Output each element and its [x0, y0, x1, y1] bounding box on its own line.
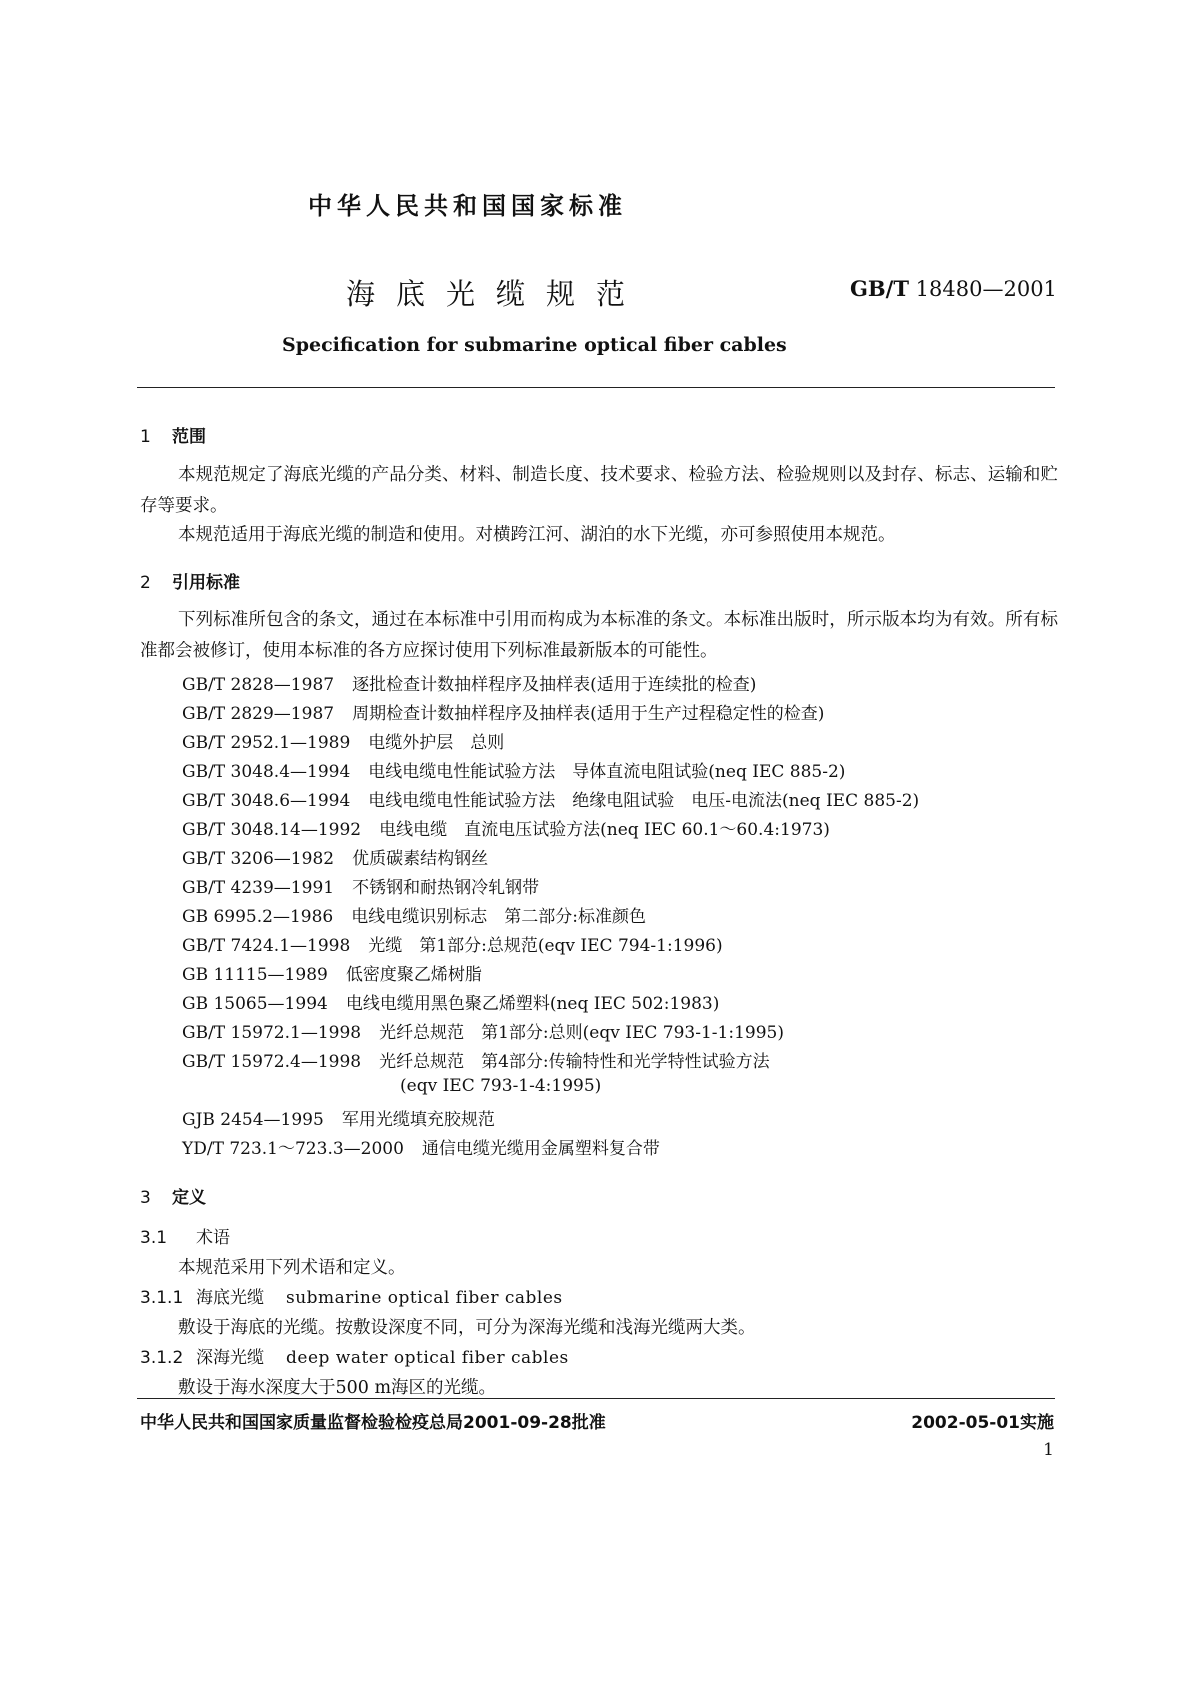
reference-item: GB/T 15972.1—1998 光纤总规范 第1部分:总则(eqv IEC 793-1-1:1995) — [182, 1023, 784, 1043]
implementation-date: 2002-05-01实施 — [911, 1413, 1054, 1433]
national-standard-heading: 中华人民共和国国家标准 — [308, 192, 627, 220]
section-title: 范围 — [172, 427, 206, 447]
subsection-3-1-2-heading: 3.1.2 深海光缆 deep water optical fiber cables — [140, 1348, 569, 1368]
standard-number — [850, 276, 1057, 301]
section-number: 1 — [140, 427, 151, 447]
section-2-heading — [140, 568, 240, 593]
section-number: 3 — [140, 1188, 151, 1208]
reference-item: GB/T 3048.6—1994 电线电缆电性能试验方法 绝缘电阻试验 电压-电流法(neq IEC 885-2) — [182, 791, 920, 811]
page-number: 1 — [1043, 1440, 1054, 1460]
reference-item: GB/T 3206—1982 优质碳素结构钢丝 — [182, 849, 489, 869]
subsection-3-1-2-text: 敷设于海水深度大于500 m海区的光缆。 — [178, 1378, 497, 1398]
reference-item: GB/T 2829—1987 周期检查计数抽样程序及抽样表(适用于生产过程稳定性的检查) — [182, 704, 825, 724]
approval-statement: 中华人民共和国国家质量监督检验检疫总局2001-09-28批准 — [140, 1413, 606, 1433]
document-title: 海底光缆规范 — [346, 277, 647, 311]
header-divider — [137, 387, 1055, 388]
subsection-3-1-heading: 3.1 术语 — [140, 1228, 230, 1248]
section-2-intro: 下列标准所包含的条文，通过在本标准中引用而构成为本标准的条文。本标准出版时，所示版本均为有效。所有标准都会被修订，使用本标准的各方应探讨使用下列标准最新版本的可能性。 — [140, 610, 1058, 661]
reference-item: GJB 2454—1995 军用光缆填充胶规范 — [182, 1110, 495, 1130]
reference-item: GB 15065—1994 电线电缆用黑色聚乙烯塑料(neq IEC 502:1983) — [182, 994, 720, 1014]
section-1-paragraph-1: 本规范规定了海底光缆的产品分类、材料、制造长度、技术要求、检验方法、检验规则以及封存、标志、运输和贮存等要求。 — [140, 465, 1058, 516]
reference-item: GB/T 7424.1—1998 光缆 第1部分:总规范(eqv IEC 794-1:1996) — [182, 936, 723, 956]
reference-item: GB/T 3048.14—1992 电线电缆 直流电压试验方法(neq IEC 60.1～60.4:1973) — [182, 820, 830, 840]
standard-code: GB/T — [850, 276, 909, 301]
subsection-3-1-1-heading: 3.1.1 海底光缆 submarine optical fiber cables — [140, 1288, 563, 1308]
reference-item-continuation: (eqv IEC 793-1-4:1995) — [400, 1076, 602, 1096]
reference-item: GB/T 2952.1—1989 电缆外护层 总则 — [182, 733, 505, 753]
reference-item: GB/T 4239—1991 不锈钢和耐热钢冷轧钢带 — [182, 878, 540, 898]
reference-item: GB/T 15972.4—1998 光纤总规范 第4部分:传输特性和光学特性试验方法 — [182, 1052, 770, 1072]
reference-item: GB/T 3048.4—1994 电线电缆电性能试验方法 导体直流电阻试验(neq IEC 885-2) — [182, 762, 846, 782]
subsection-3-1-1-text: 敷设于海底的光缆。按敷设深度不同，可分为深海光缆和浅海光缆两大类。 — [178, 1318, 756, 1338]
section-3-heading — [140, 1183, 206, 1208]
section-1-paragraph-2: 本规范适用于海底光缆的制造和使用。对横跨江河、湖泊的水下光缆，亦可参照使用本规范。 — [178, 525, 896, 545]
footer-divider — [137, 1398, 1055, 1399]
standard-year: 18480—2001 — [915, 277, 1057, 301]
english-title: Specification for submarine optical fiber cables — [282, 334, 787, 356]
reference-item: GB 6995.2—1986 电线电缆识别标志 第二部分:标准颜色 — [182, 907, 646, 927]
section-title: 引用标准 — [172, 573, 240, 593]
reference-item: YD/T 723.1～723.3—2000 通信电缆光缆用金属塑料复合带 — [182, 1139, 660, 1159]
section-1-heading — [140, 422, 206, 447]
reference-item: GB/T 2828—1987 逐批检查计数抽样程序及抽样表(适用于连续批的检查) — [182, 675, 757, 695]
subsection-3-1-text: 本规范采用下列术语和定义。 — [178, 1258, 406, 1278]
section-number: 2 — [140, 573, 151, 593]
section-title: 定义 — [172, 1188, 206, 1208]
reference-item: GB 11115—1989 低密度聚乙烯树脂 — [182, 965, 482, 985]
